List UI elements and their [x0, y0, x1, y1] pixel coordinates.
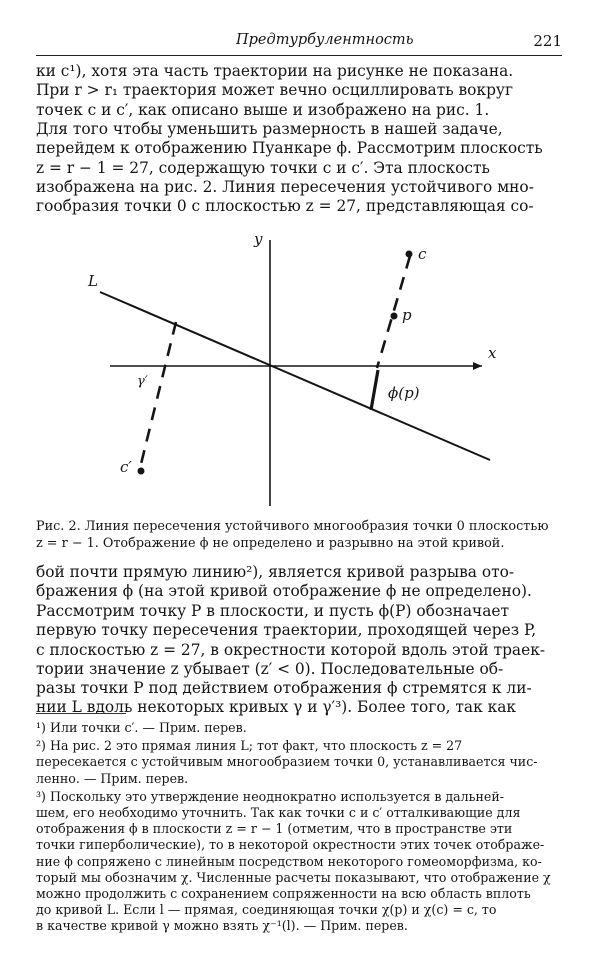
- footnotes: [36, 720, 562, 937]
- phi-p-label: ϕ(p): [388, 384, 420, 402]
- gamma-prime-label: γ′: [137, 374, 148, 389]
- phi-p-segment: [371, 370, 378, 410]
- figure-svg: [80, 228, 520, 508]
- line-L-label: L: [88, 272, 98, 290]
- point-p: [391, 313, 398, 320]
- point-c-prime-label: c′: [120, 458, 132, 476]
- x-axis-label: x: [488, 344, 497, 362]
- footnote-2: ²) На рис. 2 это прямая линия L; тот факт, что плоскость z = 27 пересекается с устойчивым многообразием точки 0, устанавливается чис- ленно. — Прим. перев.: [36, 738, 538, 786]
- page-header: [36, 32, 562, 52]
- figure-2: [80, 228, 520, 508]
- y-axis-label: y: [254, 230, 263, 248]
- header-rule: [36, 55, 562, 56]
- footnote-1: ¹) Или точки c′. — Прим. перев.: [36, 720, 247, 735]
- point-c: [406, 251, 413, 258]
- page-number: 221: [533, 32, 562, 50]
- point-p-label: p: [402, 306, 412, 324]
- footnote-rule: [36, 713, 126, 714]
- footnote-3: ³) Поскольку это утверждение неоднократно используется в дальней- шем, его необходимо уточнить. Так как точки c и c′ отталкивающие для отображения ϕ в плоскости z = r − 1 (отметим, что в пространстве эти точки гиперболические), то в некоторой окрестности этих точек отображе- ние ϕ сопряжено с линейным посредством некоторого гомеоморфизма, ко- торый мы обозначим χ. Численные расчеты показывают, что отображение χ можно продолжить с сохранением сопряженности на всю область вплоть до кривой L. Если l — прямая, соединяющая точки χ(p) и χ(c) = c, то в качестве кривой γ можно взять χ⁻¹(l). — Прим. перев.: [36, 788, 551, 934]
- curve-gamma-prime: [140, 322, 176, 468]
- paragraph-2: Для того чтобы уменьшить размерность в нашей задаче, перейдем к отображению Пуанкаре ϕ. Рассмотрим плоскость z = r − 1 = 27, содержащую точки c и c′. Эта плоскость изображена на рис. 2. Линия пересечения устойчивого мно- гообразия точки 0 с плоскостью z = 27, представляющая со-: [36, 120, 543, 216]
- point-c-label: c: [418, 245, 427, 263]
- paragraph-4: Рассмотрим точку P в плоскости, и пусть ϕ(P) обозначает первую точку пересечения траектории, проходящей через P, с плоскостью z = 27, в окрестности которой вдоль этой траек- тории значение z убывает (z′ < 0). Последовательные об- разы точки P под действием отображения ϕ стремятся к ли- нии L вдоль некоторых кривых γ и γ′³). Более того, так как: [36, 602, 546, 717]
- point-c-prime: [138, 468, 145, 475]
- x-axis-arrow: [473, 362, 482, 370]
- figure-caption: Рис. 2. Линия пересечения устойчивого многообразия точки 0 плоскостью z = r − 1. Отображение ϕ не определено и разрывно на этой кривой.: [36, 519, 549, 551]
- running-title: Предтурбулентность: [236, 32, 414, 48]
- paragraph-3: бой почти прямую линию²), является кривой разрыва ото- бражения ϕ (на этой кривой отображение ϕ не определено).: [36, 563, 532, 601]
- paragraph-1: ки c¹), хотя эта часть траектории на рисунке не показана. При r > r₁ траектория может вечно осциллировать вокруг точек c и c′, как описано выше и изображено на рис. 1.: [36, 62, 514, 119]
- line-L: [100, 292, 490, 460]
